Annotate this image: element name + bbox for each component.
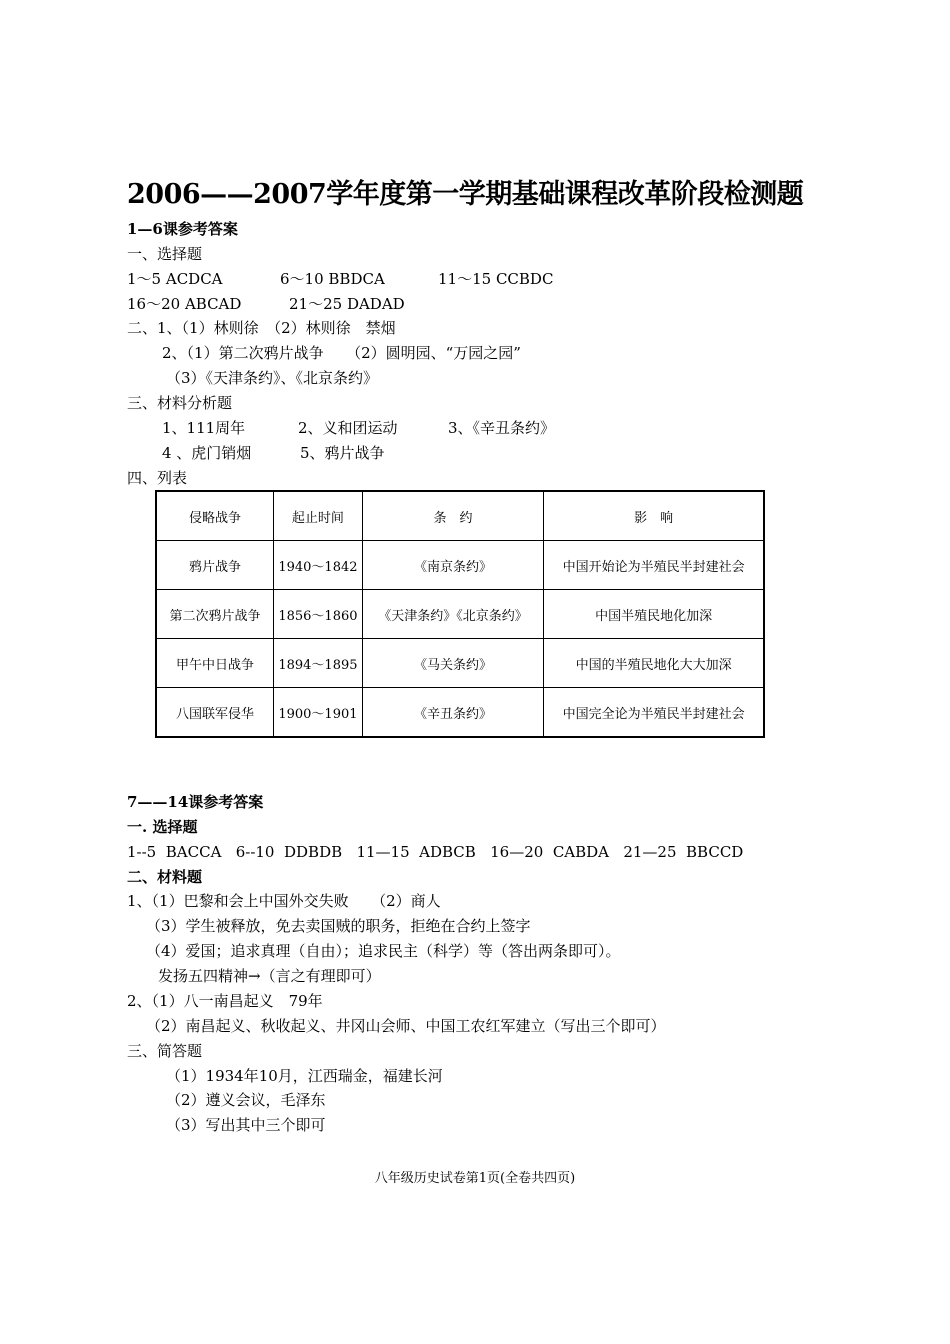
part1-choice-row1 xyxy=(127,269,553,289)
answer-item: 2、义和团运动 xyxy=(298,419,398,437)
table-cell: 1856～1860 xyxy=(274,590,363,639)
part1-section3-row1 xyxy=(162,418,555,438)
answer-item: 5、鸦片战争 xyxy=(300,444,385,462)
part2-q1-line2: （3）学生被释放，免去卖国贼的职务，拒绝在合约上签字 xyxy=(146,917,531,935)
part2-q1-line4: 发扬五四精神→（言之有理即可） xyxy=(158,967,381,985)
part1-section1-title: 一、选择题 xyxy=(127,245,203,263)
table-cell: 1894～1895 xyxy=(274,639,363,688)
part1-heading: 1—6课参考答案 xyxy=(127,220,238,238)
part2-q2-line2: （2）南昌起义、秋收起义、井冈山会师、中国工农红军建立（写出三个即可） xyxy=(146,1017,666,1035)
part2-section3-line1: （1）1934年10月，江西瑞金，福建长河 xyxy=(166,1067,443,1085)
table-header-cell: 侵略战争 xyxy=(156,491,274,541)
table-cell: 《辛丑条约》 xyxy=(362,688,543,738)
table-cell: 《天津条约》《北京条约》 xyxy=(362,590,543,639)
table-cell: 第二次鸦片战争 xyxy=(156,590,274,639)
part1-section3-row2 xyxy=(162,443,385,463)
answer-group: 1～5 ACDCA xyxy=(127,270,223,288)
answer-group: 11～15 CCBDC xyxy=(438,270,554,288)
page-title: 2006——2007学年度第一学期基础课程改革阶段检测题 xyxy=(127,179,804,210)
table-cell: 1940～1842 xyxy=(274,541,363,590)
table-header-row xyxy=(156,491,764,541)
part2-q1-line3: （4）爱国；追求真理（自由）；追求民主（科学）等（答出两条即可）。 xyxy=(146,942,621,960)
table-row xyxy=(156,590,764,639)
table-cell: 中国完全论为半殖民半封建社会 xyxy=(544,688,764,738)
part2-q2-line1: 2、（1）八一南昌起义 79年 xyxy=(127,992,323,1010)
page-footer: 八年级历史试卷第1页(全卷共四页) xyxy=(374,1171,576,1186)
table-cell: 1900～1901 xyxy=(274,688,363,738)
answer-group: 21～25 DADAD xyxy=(289,295,405,313)
answer-group: 6～10 BBDCA xyxy=(280,270,385,288)
table-cell: 中国开始论为半殖民半封建社会 xyxy=(544,541,764,590)
table-cell: 中国的半殖民地化大大加深 xyxy=(544,639,764,688)
table-cell: 《南京条约》 xyxy=(362,541,543,590)
part1-section4-title: 四、列表 xyxy=(127,469,188,487)
part2-section2-title: 二、材料题 xyxy=(127,868,203,886)
table-cell: 八国联军侵华 xyxy=(156,688,274,738)
part1-section2-line2: 2、（1）第二次鸦片战争 （2）圆明园、“万园之园” xyxy=(162,344,521,362)
part1-section2-line1: 二、1、（1）林则徐 （2）林则徐 禁烟 xyxy=(127,319,396,337)
table-header-cell: 影 响 xyxy=(544,491,764,541)
part1-section2-line3: （3）《天津条约》、《北京条约》 xyxy=(166,369,379,387)
part2-section1-title: 一. 选择题 xyxy=(127,818,198,836)
table-cell: 甲午中日战争 xyxy=(156,639,274,688)
table-row xyxy=(156,541,764,590)
answer-item: 1、111周年 xyxy=(162,419,246,437)
table-header-cell: 条 约 xyxy=(362,491,543,541)
answer-group: 16～20 ABCAD xyxy=(127,295,242,313)
table-header-cell: 起止时间 xyxy=(274,491,363,541)
part2-q1-line1: 1、（1）巴黎和会上中国外交失败 （2）商人 xyxy=(127,892,441,910)
part2-heading: 7——14课参考答案 xyxy=(127,793,264,811)
part2-section3-line2: （2）遵义会议，毛泽东 xyxy=(166,1091,326,1109)
table-cell: 中国半殖民地化加深 xyxy=(544,590,764,639)
part2-section3-line3: （3）写出其中三个即可 xyxy=(166,1116,326,1134)
table-row xyxy=(156,688,764,738)
answer-item: 4 、虎门销烟 xyxy=(162,444,252,462)
answer-item: 3、《辛丑条约》 xyxy=(448,419,556,437)
part2-choice-answers: 1--5 BACCA 6--10 DDBDB 11—15 ADBCB 16—20 CABDA 21—25 BBCCD xyxy=(127,843,744,861)
part1-section3-title: 三、材料分析题 xyxy=(127,394,233,412)
part1-choice-row2 xyxy=(127,294,405,314)
part2-section3-title: 三、简答题 xyxy=(127,1042,203,1060)
table-cell: 鸦片战争 xyxy=(156,541,274,590)
table-cell: 《马关条约》 xyxy=(362,639,543,688)
table-row xyxy=(156,639,764,688)
war-treaty-table xyxy=(155,490,765,738)
